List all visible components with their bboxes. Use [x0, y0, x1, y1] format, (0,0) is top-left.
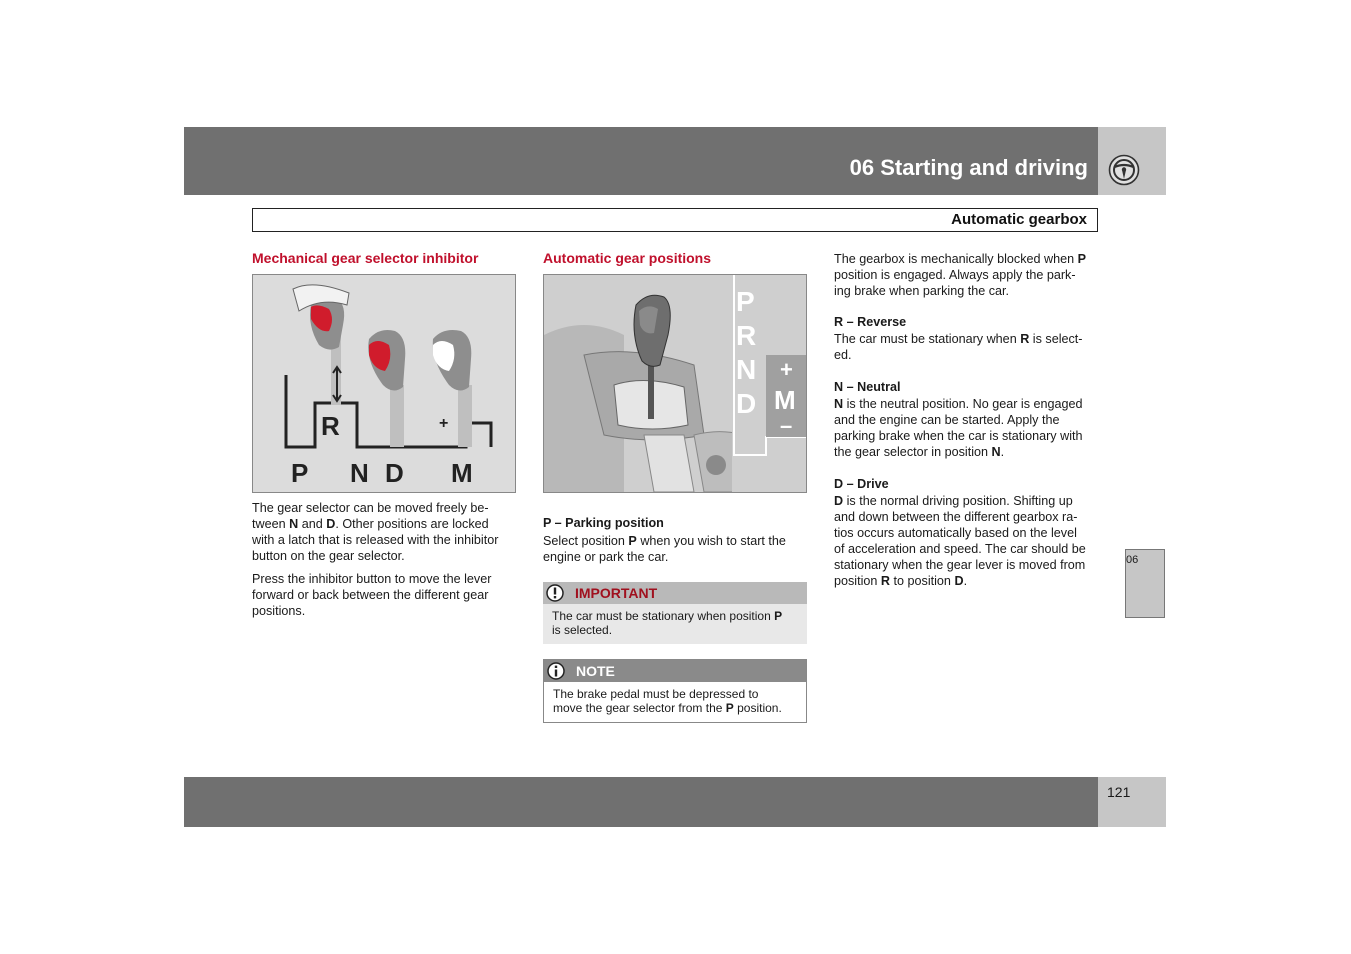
footer-bar	[184, 777, 1098, 827]
gate-label-plus: +	[439, 415, 449, 432]
selector-d: D	[736, 388, 757, 419]
important-box	[543, 582, 807, 644]
gear-positions-heading: Automatic gear positions	[543, 250, 712, 266]
n-heading: N – Neutral	[834, 380, 901, 394]
n-text: N is the neutral position. No gear is engaged and the engine can be started. Apply the parking brake when the car is stationary with the gear selector in position N.	[834, 397, 1083, 459]
p-heading: P – Parking position	[543, 516, 664, 530]
gear-positions-illustration	[543, 274, 807, 493]
important-text: The car must be stationary when position P is selected.	[543, 604, 807, 644]
chapter-tab	[1125, 549, 1165, 618]
gate-label-p: P	[291, 458, 309, 488]
selector-minus: –	[780, 413, 793, 438]
info-icon	[547, 662, 565, 680]
inhibitor-heading: Mechanical gear selector inhibitor	[252, 250, 479, 266]
inhibitor-illustration	[252, 274, 516, 493]
intro-text: The gearbox is mechanically blocked when P position is engaged. Always apply the park- ing brake when parking the car.	[834, 252, 1087, 298]
section-title: Automatic gearbox	[951, 211, 1087, 228]
selector-labels	[736, 285, 756, 421]
r-text: The car must be stationary when R is select- ed.	[834, 332, 1083, 362]
selector-n: N	[736, 354, 757, 385]
page-number: 121	[1107, 784, 1131, 800]
p-text: Select position P when you wish to start the engine or park the car.	[543, 534, 786, 564]
gate-label-m: M	[451, 458, 473, 488]
d-text: D is the normal driving position. Shifting up and down between the different gearbox ra- tios occurs automatically based on the level of acceleration and speed. The car should be stationary when the gear lever is moved from position R to position D.	[834, 494, 1086, 588]
gate-label-minus: –	[477, 415, 486, 432]
gate-label-n: N	[350, 458, 369, 488]
note-box	[543, 659, 807, 723]
important-title: IMPORTANT	[575, 585, 658, 601]
gate-label-d: D	[385, 458, 404, 488]
exclamation-icon	[546, 584, 564, 602]
inhibitor-para-2: Press the inhibitor button to move the lever forward or back between the different gear positions.	[252, 572, 492, 618]
gate-label-r: R	[321, 411, 340, 441]
gear-console-drawing	[544, 275, 806, 492]
chapter-tab-label: 06	[1126, 554, 1139, 566]
r-heading: R – Reverse	[834, 315, 907, 329]
selector-m: M	[774, 385, 796, 415]
chapter-title: 06 Starting and driving	[849, 155, 1088, 180]
steering-wheel-icon	[1108, 154, 1140, 186]
d-heading: D – Drive	[834, 477, 889, 491]
selector-r: R	[736, 320, 757, 351]
note-title: NOTE	[576, 663, 615, 679]
inhibitor-para-1: The gear selector can be moved freely be- tween N and D. Other positions are locked with a latch that is released with the inhibitor button on the gear selector.	[252, 501, 499, 563]
section-title-box	[252, 208, 1098, 232]
note-text: The brake pedal must be depressed to move the gear selector from the P position.	[544, 682, 806, 722]
selector-p: P	[736, 286, 755, 317]
selector-plus: +	[780, 357, 793, 382]
